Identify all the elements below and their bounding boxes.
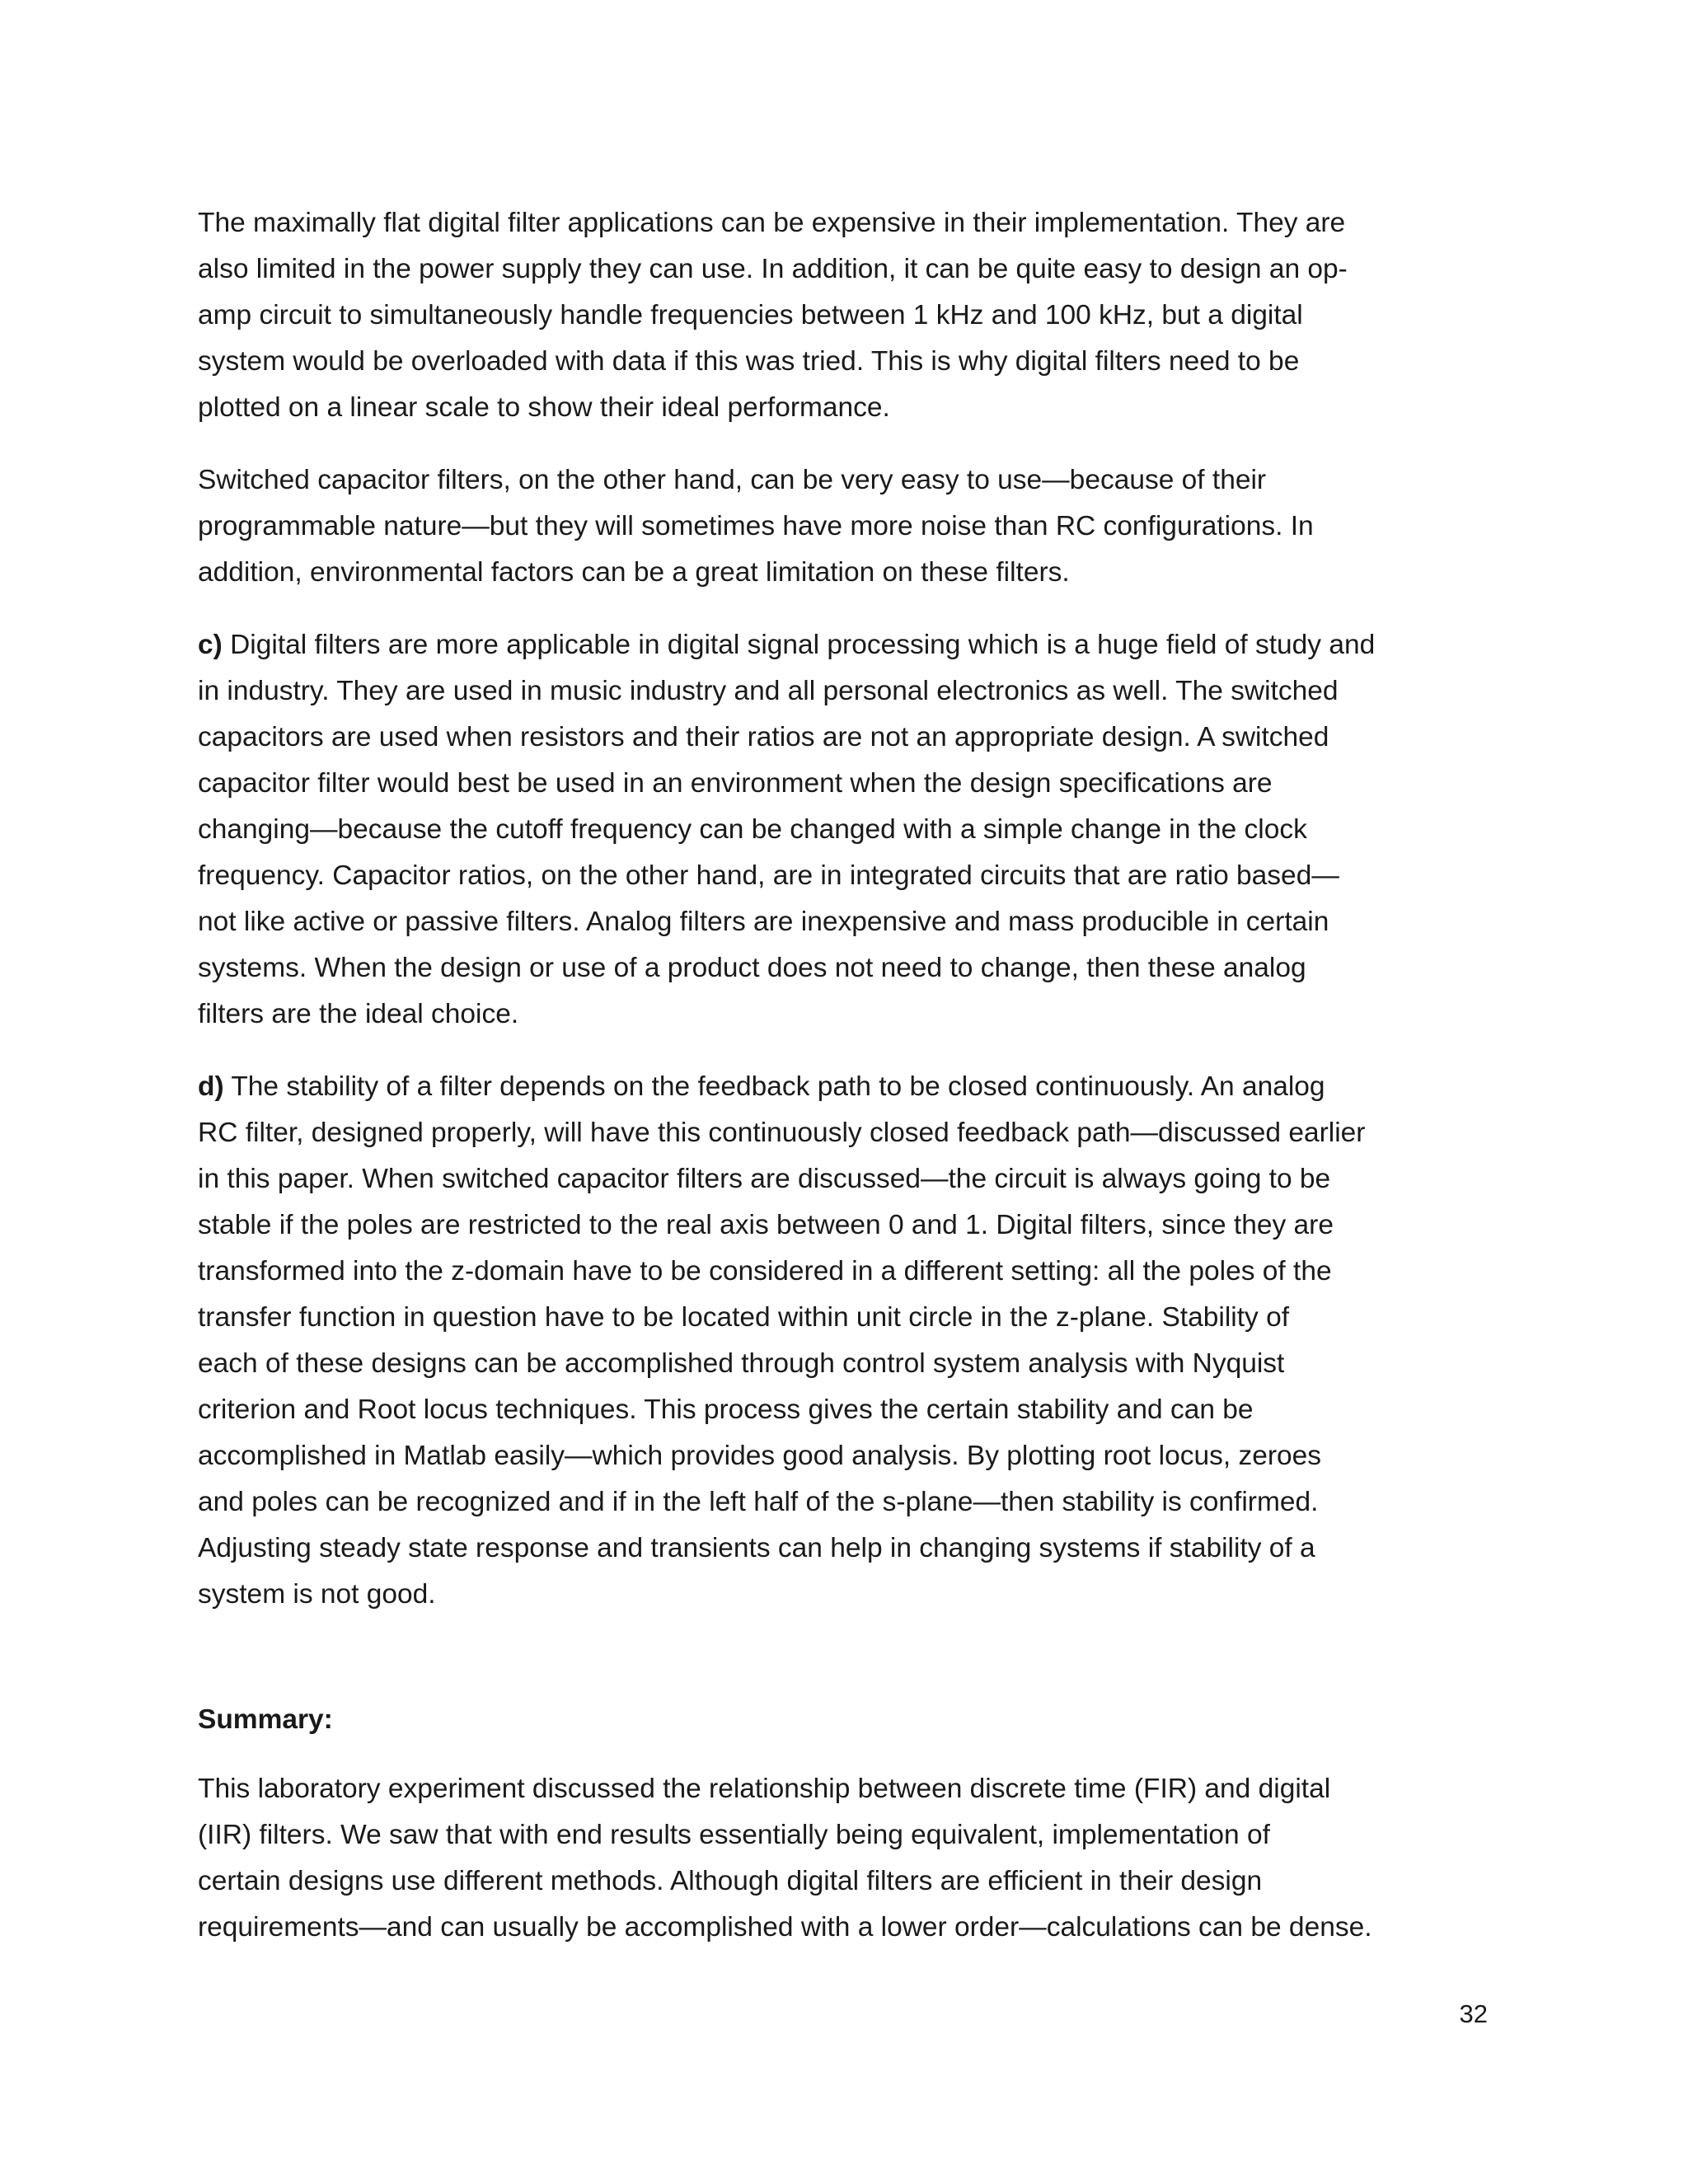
item-label-c: c) [198,630,223,660]
text-line: frequency. Capacitor ratios, on the other hand, are in integrated circuits that are ratio based— [198,860,1339,891]
section-heading-summary: Summary: [198,1704,333,1735]
document-body [198,200,1484,1977]
text-line: amp circuit to simultaneously handle frequencies between 1 kHz and 100 kHz, but a digital [198,300,1303,330]
text-line: system would be overloaded with data if this was tried. This is why digital filters need to be [198,346,1300,377]
text-line: changing—because the cutoff frequency can be changed with a simple change in the clock [198,814,1307,845]
text-line: (IIR) filters. We saw that with end results essentially being equivalent, implementation of [198,1820,1270,1850]
text-line: in this paper. When switched capacitor filters are discussed—the circuit is always going to be [198,1164,1331,1194]
text-line: and poles can be recognized and if in the left half of the s-plane—then stability is confirmed. [198,1487,1319,1517]
text-line: capacitors are used when resistors and their ratios are not an appropriate design. A switched [198,722,1329,752]
text-line: not like active or passive filters. Analog filters are inexpensive and mass producible in certain [198,907,1329,937]
text-line: Adjusting steady state response and transients can help in changing systems if stability of a [198,1533,1315,1563]
page-number: 32 [1459,1999,1488,2028]
text-line: accomplished in Matlab easily—which provides good analysis. By plotting root locus, zeroes [198,1441,1322,1471]
text-line: transfer function in question have to be located within unit circle in the z-plane. Stability of [198,1302,1290,1333]
text-line [198,1064,1484,1110]
text-line: in industry. They are used in music industry and all personal electronics as well. The switched [198,676,1339,706]
text-span: Digital filters are more applicable in digital signal processing which is a huge field of study and [222,630,1376,660]
item-label-d: d) [198,1071,224,1102]
text-line: transformed into the z-domain have to be considered in a different setting: all the poles of the [198,1256,1332,1286]
text-line: also limited in the power supply they can use. In addition, it can be quite easy to design an op- [198,254,1348,284]
text-line: criterion and Root locus techniques. This process gives the certain stability and can be [198,1394,1254,1425]
text-line: addition, environmental factors can be a great limitation on these filters. [198,557,1070,588]
text-line: RC filter, designed properly, will have this continuously closed feedback path—discussed earlier [198,1118,1366,1148]
paragraph-summary [198,1766,1484,1951]
text-line: Switched capacitor filters, on the other hand, can be very easy to use—because of their [198,465,1267,495]
paragraph-switched-capacitor [198,457,1484,596]
section-spacer [198,1644,1484,1697]
text-line: systems. When the design or use of a product does not need to change, then these analog [198,953,1306,983]
text-line: each of these designs can be accomplished through control system analysis with Nyquist [198,1348,1285,1379]
text-line: The maximally flat digital filter applications can be expensive in their implementation. They are [198,208,1346,238]
text-line: filters are the ideal choice. [198,999,519,1029]
text-line: certain designs use different methods. Although digital filters are efficient in their design [198,1866,1263,1896]
text-line: capacitor filter would best be used in an environment when the design specifications are [198,768,1273,799]
text-line: stable if the poles are restricted to the real axis between 0 and 1. Digital filters, since they are [198,1210,1334,1240]
text-line: plotted on a linear scale to show their ideal performance. [198,392,890,423]
paragraph-c-applications [198,622,1484,1038]
paragraph-d-stability [198,1064,1484,1618]
text-line: requirements—and can usually be accomplished with a lower order—calculations can be dense. [198,1912,1372,1943]
text-line: programmable nature—but they will sometimes have more noise than RC configurations. In [198,511,1314,541]
paragraph-digital-filter-cost [198,200,1484,431]
text-line: system is not good. [198,1579,436,1610]
text-line [198,622,1484,668]
text-line: This laboratory experiment discussed the relationship between discrete time (FIR) and digital [198,1774,1331,1804]
text-span: The stability of a filter depends on the feedback path to be closed continuously. An analog [223,1071,1325,1102]
